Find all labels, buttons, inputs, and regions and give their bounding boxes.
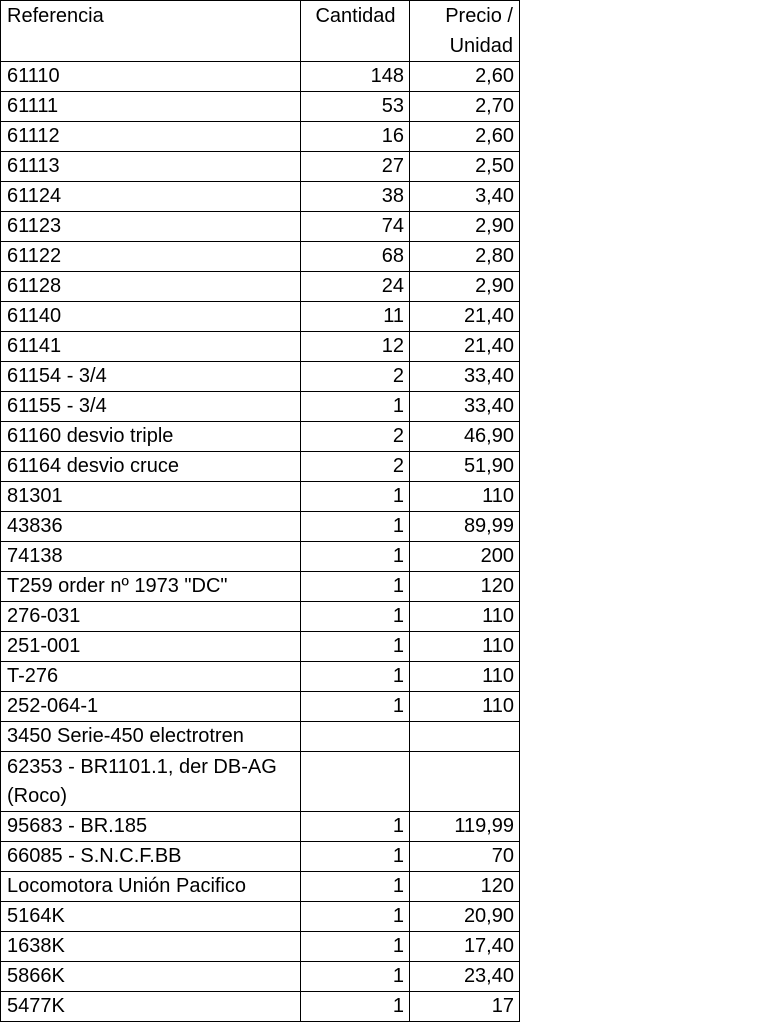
cell-referencia[interactable]: 61113 <box>1 152 301 182</box>
cell-cantidad[interactable]: 12 <box>301 332 410 362</box>
cell-cantidad[interactable]: 2 <box>301 422 410 452</box>
cell-cantidad[interactable]: 24 <box>301 272 410 302</box>
cell-cantidad[interactable]: 74 <box>301 212 410 242</box>
cell-cantidad[interactable]: 1 <box>301 932 410 962</box>
cell-referencia[interactable]: 61122 <box>1 242 301 272</box>
cell-cantidad[interactable]: 2 <box>301 452 410 482</box>
cell-cantidad[interactable]: 1 <box>301 902 410 932</box>
cell-referencia[interactable]: 61123 <box>1 212 301 242</box>
cell-cantidad[interactable]: 1 <box>301 992 410 1022</box>
table-row <box>1 62 520 92</box>
cell-precio-unidad[interactable]: 2,60 <box>410 122 520 152</box>
cell-referencia[interactable]: 5477K <box>1 992 301 1022</box>
table-row <box>1 662 520 692</box>
table-row <box>1 542 520 572</box>
table-row <box>1 992 520 1022</box>
cell-precio-unidad[interactable]: 110 <box>410 662 520 692</box>
cell-precio-unidad[interactable]: 20,90 <box>410 902 520 932</box>
cell-referencia[interactable]: 61111 <box>1 92 301 122</box>
cell-referencia[interactable]: 66085 - S.N.C.F.BB <box>1 842 301 872</box>
cell-cantidad[interactable]: 1 <box>301 962 410 992</box>
table-row <box>1 812 520 842</box>
cell-referencia[interactable]: T-276 <box>1 662 301 692</box>
cell-referencia[interactable]: 5164K <box>1 902 301 932</box>
cell-cantidad[interactable]: 68 <box>301 242 410 272</box>
table-row <box>1 572 520 602</box>
table-row <box>1 632 520 662</box>
cell-precio-unidad[interactable]: 110 <box>410 632 520 662</box>
table-row <box>1 302 520 332</box>
cell-referencia[interactable]: 61155 - 3/4 <box>1 392 301 422</box>
cell-precio-unidad[interactable]: 33,40 <box>410 362 520 392</box>
cell-precio-unidad[interactable]: 21,40 <box>410 302 520 332</box>
table-row <box>1 392 520 422</box>
cell-referencia[interactable]: 43836 <box>1 512 301 542</box>
cell-precio-unidad[interactable]: 51,90 <box>410 452 520 482</box>
cell-precio-unidad[interactable]: 17 <box>410 992 520 1022</box>
cell-referencia[interactable]: 61141 <box>1 332 301 362</box>
cell-precio-unidad[interactable]: 110 <box>410 482 520 512</box>
cell-referencia[interactable]: 276-031 <box>1 602 301 632</box>
table-row <box>1 362 520 392</box>
table-row <box>1 842 520 872</box>
cell-referencia[interactable]: 61128 <box>1 272 301 302</box>
cell-referencia[interactable]: 1638K <box>1 932 301 962</box>
table-row <box>1 242 520 272</box>
cell-referencia[interactable]: 251-001 <box>1 632 301 662</box>
cell-cantidad[interactable]: 27 <box>301 152 410 182</box>
table-row <box>1 602 520 632</box>
cell-precio-unidad[interactable]: 110 <box>410 692 520 722</box>
cell-referencia[interactable]: 81301 <box>1 482 301 512</box>
cell-cantidad[interactable]: 2 <box>301 362 410 392</box>
header-cantidad[interactable]: Cantidad <box>301 1 410 62</box>
cell-precio-unidad[interactable]: 46,90 <box>410 422 520 452</box>
cell-referencia[interactable]: 95683 - BR.185 <box>1 812 301 842</box>
cell-precio-unidad[interactable] <box>410 722 520 752</box>
header-row <box>1 1 520 62</box>
cell-referencia[interactable]: 62353 - BR1101.1, der DB-AG (Roco) <box>1 752 301 812</box>
cell-cantidad[interactable]: 1 <box>301 572 410 602</box>
cell-referencia[interactable]: 61110 <box>1 62 301 92</box>
table-row <box>1 422 520 452</box>
cell-cantidad[interactable]: 1 <box>301 812 410 842</box>
cell-referencia[interactable]: Locomotora Unión Pacifico <box>1 872 301 902</box>
table-body <box>1 62 520 1022</box>
cell-referencia[interactable]: 5866K <box>1 962 301 992</box>
cell-cantidad[interactable]: 1 <box>301 542 410 572</box>
table-row <box>1 872 520 902</box>
cell-cantidad[interactable]: 1 <box>301 692 410 722</box>
cell-cantidad[interactable]: 1 <box>301 392 410 422</box>
cell-precio-unidad[interactable]: 89,99 <box>410 512 520 542</box>
cell-referencia[interactable]: 61112 <box>1 122 301 152</box>
cell-precio-unidad[interactable]: 2,70 <box>410 92 520 122</box>
cell-cantidad[interactable]: 1 <box>301 512 410 542</box>
cell-precio-unidad[interactable]: 110 <box>410 602 520 632</box>
cell-referencia[interactable]: 61154 - 3/4 <box>1 362 301 392</box>
cell-referencia[interactable]: 252-064-1 <box>1 692 301 722</box>
cell-precio-unidad[interactable]: 120 <box>410 572 520 602</box>
table-row <box>1 962 520 992</box>
cell-precio-unidad[interactable]: 119,99 <box>410 812 520 842</box>
cell-precio-unidad[interactable] <box>410 752 520 812</box>
cell-precio-unidad[interactable]: 70 <box>410 842 520 872</box>
cell-cantidad[interactable] <box>301 722 410 752</box>
table-row <box>1 92 520 122</box>
cell-precio-unidad[interactable]: 2,90 <box>410 212 520 242</box>
cell-cantidad[interactable]: 148 <box>301 62 410 92</box>
cell-precio-unidad[interactable]: 23,40 <box>410 962 520 992</box>
cell-cantidad[interactable]: 11 <box>301 302 410 332</box>
cell-referencia[interactable]: 61160 desvio triple <box>1 422 301 452</box>
header-precio-unidad[interactable]: Precio / Unidad <box>410 1 520 62</box>
table-row <box>1 122 520 152</box>
cell-cantidad[interactable]: 1 <box>301 482 410 512</box>
table-row <box>1 692 520 722</box>
cell-precio-unidad[interactable]: 21,40 <box>410 332 520 362</box>
cell-precio-unidad[interactable]: 2,50 <box>410 152 520 182</box>
cell-precio-unidad[interactable]: 33,40 <box>410 392 520 422</box>
cell-referencia[interactable]: T259 order nº 1973 "DC" <box>1 572 301 602</box>
cell-precio-unidad[interactable]: 2,60 <box>410 62 520 92</box>
cell-precio-unidad[interactable]: 120 <box>410 872 520 902</box>
cell-precio-unidad[interactable]: 2,90 <box>410 272 520 302</box>
table-row <box>1 512 520 542</box>
cell-cantidad[interactable]: 1 <box>301 662 410 692</box>
cell-cantidad[interactable]: 1 <box>301 632 410 662</box>
cell-precio-unidad[interactable]: 17,40 <box>410 932 520 962</box>
cell-precio-unidad[interactable]: 2,80 <box>410 242 520 272</box>
header-referencia[interactable]: Referencia <box>1 1 301 62</box>
cell-precio-unidad[interactable]: 3,40 <box>410 182 520 212</box>
cell-referencia[interactable]: 61140 <box>1 302 301 332</box>
cell-cantidad[interactable]: 1 <box>301 842 410 872</box>
cell-cantidad[interactable]: 16 <box>301 122 410 152</box>
table-row <box>1 902 520 932</box>
table-row <box>1 482 520 512</box>
cell-cantidad[interactable]: 1 <box>301 872 410 902</box>
table-row <box>1 722 520 752</box>
table-row <box>1 752 520 812</box>
cell-cantidad[interactable]: 38 <box>301 182 410 212</box>
table-row <box>1 272 520 302</box>
table-row <box>1 452 520 482</box>
table-row <box>1 932 520 962</box>
table-row <box>1 182 520 212</box>
cell-precio-unidad[interactable]: 200 <box>410 542 520 572</box>
table-row <box>1 212 520 242</box>
cell-cantidad[interactable]: 1 <box>301 602 410 632</box>
cell-referencia[interactable]: 61164 desvio cruce <box>1 452 301 482</box>
table-row <box>1 332 520 362</box>
cell-referencia[interactable]: 74138 <box>1 542 301 572</box>
cell-referencia[interactable]: 3450 Serie-450 electrotren <box>1 722 301 752</box>
table-row <box>1 152 520 182</box>
cell-cantidad[interactable]: 53 <box>301 92 410 122</box>
cell-referencia[interactable]: 61124 <box>1 182 301 212</box>
cell-cantidad[interactable] <box>301 752 410 812</box>
